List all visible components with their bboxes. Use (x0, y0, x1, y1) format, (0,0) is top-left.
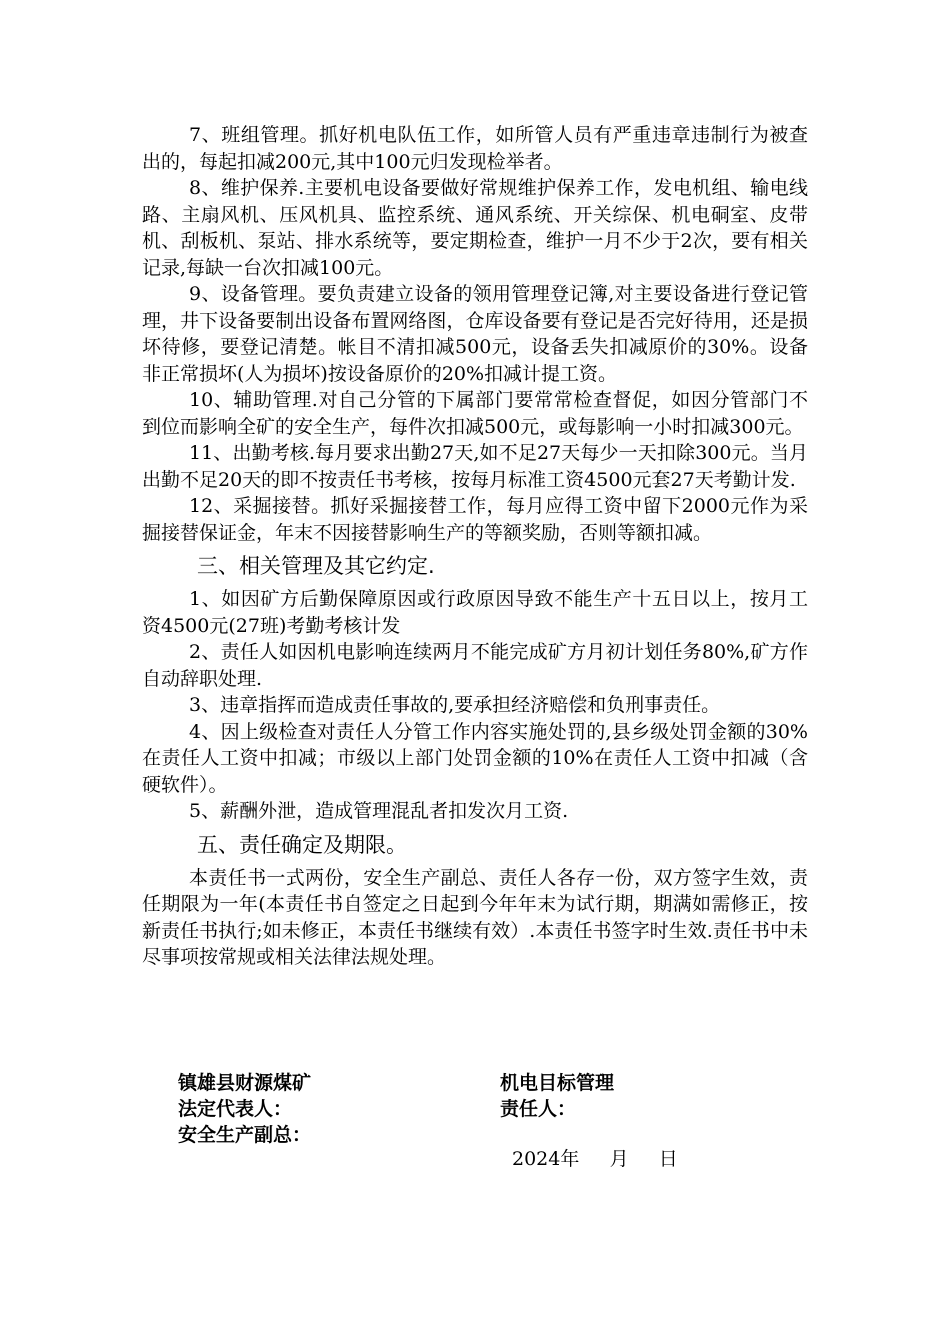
date-year: 2024年 (512, 1148, 580, 1170)
date-month: 月 (609, 1148, 629, 1170)
responsible-label: 责任人： (500, 1098, 577, 1120)
clause-11: 11、出勤考核.每月要求出勤27天,如不足27天每少一天扣除300元。当月出勤不足20天的即不按责任书考核，按每月标准工资4500元套27天考勤计发. (142, 442, 808, 491)
clause-8: 8、维护保养.主要机电设备要做好常规维护保养工作，发电机组、输电线路、主扇风机、压风机具、监控系统、通风系统、开关综保、机电硐室、皮带机、刮板机、泵站、排水系统等，要定期检查，维护一月不少于2次，要有相关记录,每缺一台次扣减100元。 (142, 177, 808, 279)
signature-row-2 (142, 1096, 808, 1122)
agreement-3: 3、违章指挥而造成责任事故的,要承担经济赔偿和负刑事责任。 (189, 694, 721, 716)
section-heading-3: 三、相关管理及其它约定. (197, 554, 435, 578)
signature-row-1 (142, 1070, 808, 1096)
section-heading-5: 五、责任确定及期限。 (197, 832, 407, 857)
date-day: 日 (658, 1148, 678, 1170)
clause-12: 12、采掘接替。抓好采掘接替工作，每月应得工资中留下2000元作为采掘接替保证金，年末不因接替影响生产的等额奖励，否则等额扣减。 (142, 495, 808, 544)
agreement-1: 1、如因矿方后勤保障原因或行政原因导致不能生产十五日以上，按月工资4500元(27班)考勤考核计发 (142, 588, 808, 637)
party-b-name: 机电目标管理 (500, 1072, 615, 1094)
agreement-2: 2、责任人如因机电影响连续两月不能完成矿方月初计划任务80%,矿方作自动辞职处理. (142, 641, 808, 690)
signing-date (512, 1146, 678, 1172)
clause-7: 7、班组管理。抓好机电队伍工作，如所管人员有严重违章违制行为被查出的，每起扣减200元,其中100元归发现检举者。 (142, 124, 808, 173)
legal-rep-label: 法定代表人： (178, 1098, 293, 1120)
agreement-5: 5、薪酬外泄，造成管理混乱者扣发次月工资. (189, 800, 569, 822)
clause-9: 9、设备管理。要负责建立设备的领用管理登记簿,对主要设备进行登记管理，井下设备要制出设备布置网络图，仓库设备要有登记是否完好待用，还是损坏待修，要登记清楚。帐目不清扣减500元，设备丢失扣减原价的30%。设备非正常损坏(人为损坏)按设备原价的20%扣减计提工资。 (142, 283, 808, 385)
safety-vp-label: 安全生产副总： (178, 1124, 312, 1146)
signature-block (142, 1070, 808, 1148)
term-paragraph: 本责任书一式两份，安全生产副总、责任人各存一份，双方签字生效，责任期限为一年(本责任书自签定之日起到今年年末为试行期，期满如需修正，按新责任书执行;如未修正，本责任书继续有效）.本责任书签字时生效.责任书中未尽事项按常规或相关法律法规处理。 (142, 866, 808, 968)
signature-row-3 (142, 1122, 808, 1148)
document-body (142, 122, 808, 971)
clause-10: 10、辅助管理.对自己分管的下属部门要常常检查督促，如因分管部门不到位而影响全矿的安全生产，每件次扣减500元，或每影响一小时扣减300元。 (142, 389, 808, 438)
company-name: 镇雄县财源煤矿 (178, 1072, 312, 1094)
agreement-4: 4、因上级检查对责任人分管工作内容实施处罚的,县乡级处罚金额的30%在责任人工资中扣减；市级以上部门处罚金额的10%在责任人工资中扣减（含硬软件）。 (142, 720, 808, 796)
